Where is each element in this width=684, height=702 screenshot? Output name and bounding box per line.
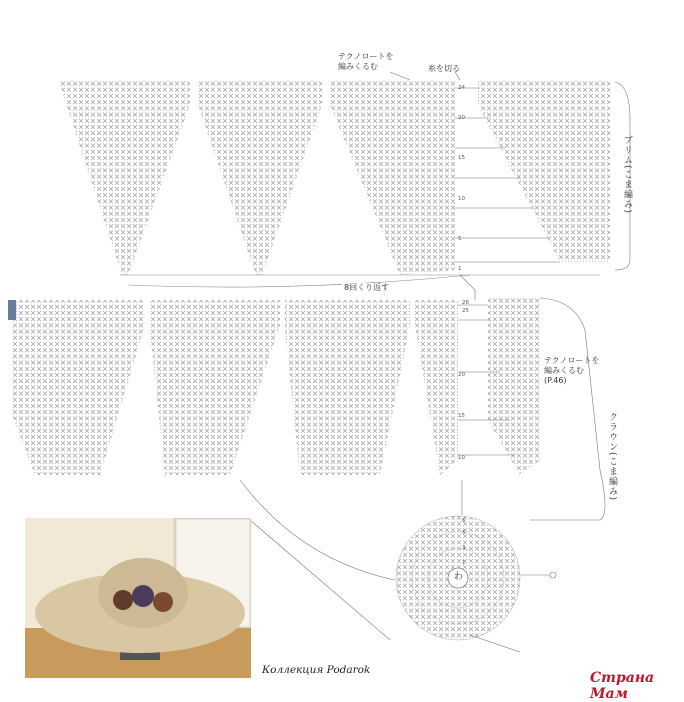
crown-top-circle [396,516,556,640]
round-number: 5 [462,530,466,536]
brim-panel-3 [330,80,455,275]
techno-note-mid-line3: (P.46) [544,376,567,385]
brim-panel-right [478,80,610,262]
techno-note-top-line2: 編みくるむ [338,62,378,71]
row-number: 15 [458,413,465,419]
cut-yarn-label: 糸を切る [428,64,460,73]
brim-panel-1 [60,80,190,275]
row-number: 15 [458,155,465,161]
row-number: 25 [462,308,469,314]
hat-photo [25,518,251,678]
techno-note-mid [544,356,600,386]
crown-panel-2 [150,300,280,475]
row-number: 24 [458,85,465,91]
techno-note-top-line1: テクノロートを [338,52,394,61]
crown-panel-3 [285,300,410,475]
round-number: 1 [462,560,466,566]
techno-note-mid-line1: テクノロートを [544,356,600,365]
site-logo: Страна Мам [590,670,655,702]
row-number: 20 [458,115,465,121]
row-number: 10 [458,196,465,202]
techno-note-top [338,52,394,72]
row-number: 5 [458,236,462,242]
crown-panel-right [488,298,540,475]
brim-vertical-label: ブリム(こま編み) [622,135,632,215]
center-ring-mark: わ [454,572,464,582]
collection-caption: Коллекция Podarok [262,664,371,676]
round-number: 6 [462,518,466,524]
row-number: 20 [458,372,465,378]
crown-panel-4 [415,300,458,475]
row-number: 1 [458,266,462,272]
row-number: 26 [462,300,469,306]
techno-note-mid-line2: 編みくるむ [544,366,584,375]
crown-vertical-label: クラウン(こま編み) [607,412,617,502]
brim-chart [60,80,610,287]
round-number: 3 [462,545,466,551]
repeat-label: 8回くり返す [344,283,390,292]
crown-chart [8,298,540,475]
row-number: 10 [458,455,465,461]
brim-panel-2 [198,80,322,275]
crown-panel-1 [12,300,145,475]
